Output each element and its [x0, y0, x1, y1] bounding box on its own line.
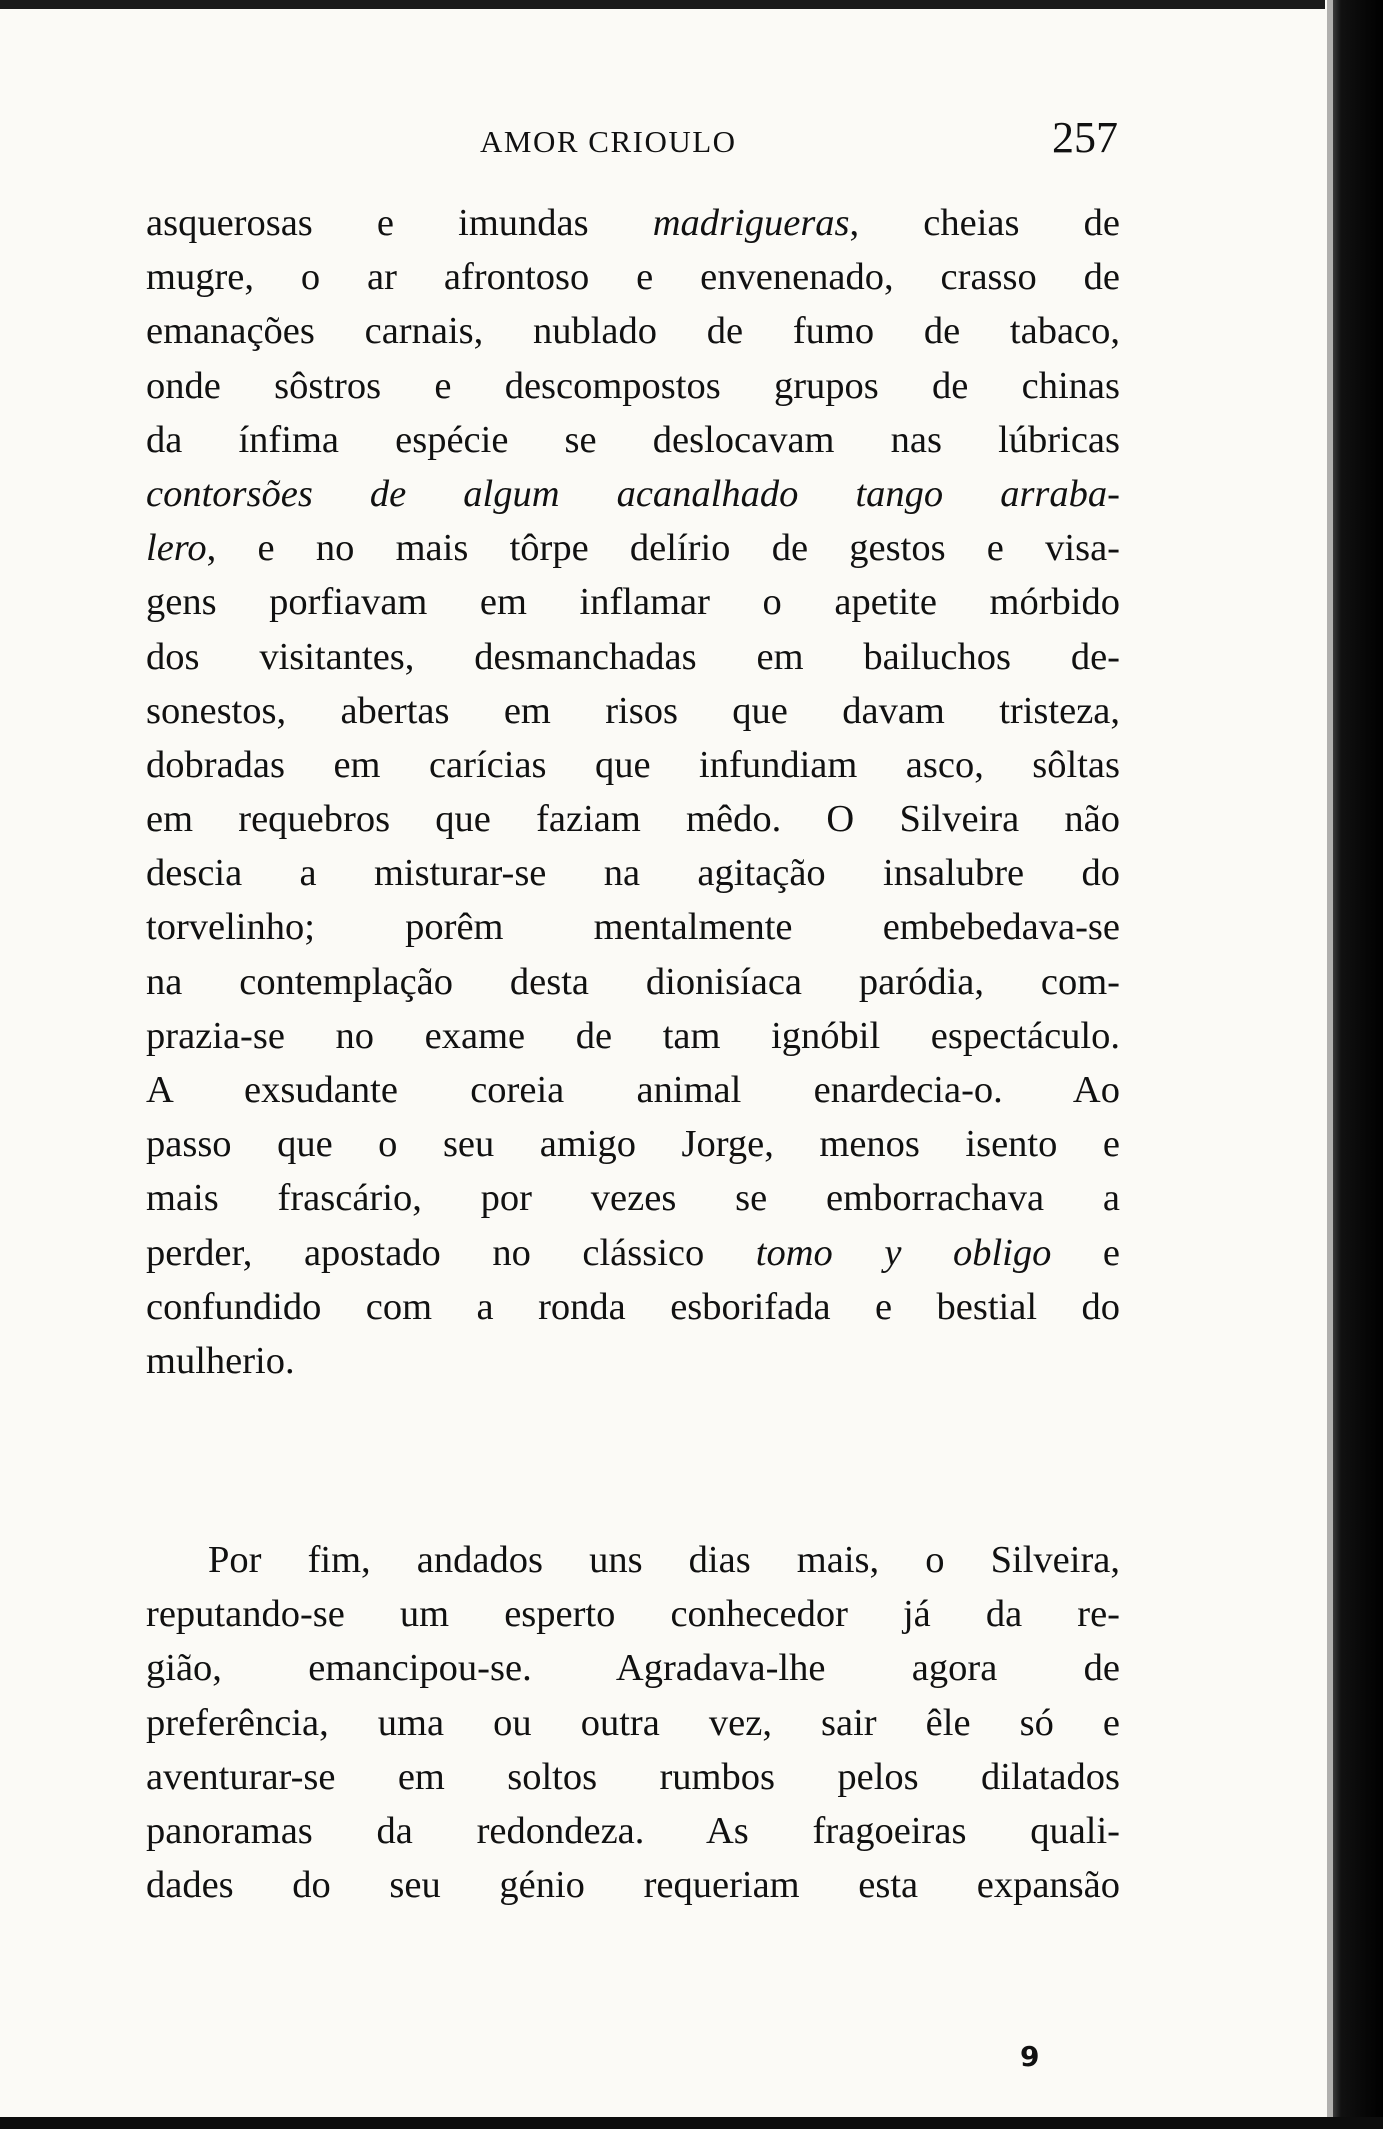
- text-line: gião, emancipou-se. Agradava-lhe agora de: [146, 1647, 1120, 1690]
- text-line: mais frascário, por vezes se emborrachava a: [146, 1177, 1120, 1220]
- text-line: mulherio.: [146, 1339, 295, 1382]
- text-line: passo que o seu amigo Jorge, menos isento e: [146, 1123, 1120, 1166]
- text-line: perder, apostado no clássico tomo y obligo e: [146, 1231, 1120, 1274]
- text-line: em requebros que faziam mêdo. O Silveira não: [146, 798, 1120, 841]
- text-line: na contemplação desta dionisíaca paródia, com-: [146, 960, 1120, 1003]
- text-line: dobradas em carícias que infundiam asco, sôltas: [146, 743, 1120, 786]
- paragraph-2: [146, 1533, 1120, 1912]
- text-line: preferência, uma ou outra vez, sair êle só e: [146, 1701, 1120, 1744]
- text-line: Por fim, andados uns dias mais, o Silveira,: [208, 1539, 1120, 1581]
- text-line: aventurar-se em soltos rumbos pelos dilatados: [146, 1755, 1120, 1798]
- page-top-shadow: [0, 0, 1325, 9]
- text-line: gens porfiavam em inflamar o apetite mórbido: [146, 581, 1120, 624]
- page-number: 257: [1052, 113, 1118, 162]
- text-line: onde sôstros e descompostos grupos de chinas: [146, 364, 1120, 407]
- text-line: da ínfima espécie se deslocavam nas lúbricas: [146, 418, 1120, 461]
- text-line: contorsões de algum acanalhado tango arraba-: [146, 472, 1120, 515]
- text-line: dos visitantes, desmanchadas em bailuchos de-: [146, 635, 1120, 678]
- running-title: AMOR CRIOULO: [480, 124, 737, 159]
- text-line: confundido com a ronda esborifada e bestial do: [146, 1285, 1120, 1328]
- text-line: mugre, o ar afrontoso e envenenado, crasso de: [146, 256, 1120, 299]
- page-bottom-edge: [0, 2117, 1383, 2129]
- text-line: reputando-se um esperto conhecedor já da re-: [146, 1593, 1120, 1636]
- signature-mark: 9: [1020, 2040, 1040, 2073]
- running-head: [0, 112, 1118, 172]
- page-right-edge: [1333, 0, 1383, 2129]
- text-line: descia a misturar-se na agitação insalubre do: [146, 852, 1120, 895]
- text-line: lero, e no mais tôrpe delírio de gestos e visa-: [146, 527, 1120, 570]
- text-line: emanações carnais, nublado de fumo de tabaco,: [146, 310, 1120, 353]
- text-line: prazia-se no exame de tam ignóbil espectáculo.: [146, 1014, 1120, 1057]
- text-line: A exsudante coreia animal enardecia-o. Ao: [146, 1069, 1120, 1111]
- text-line: sonestos, abertas em risos que davam tristeza,: [146, 689, 1120, 732]
- text-line: dades do seu génio requeriam esta expansão: [146, 1864, 1120, 1907]
- text-line: asquerosas e imundas madrigueras, cheias de: [146, 202, 1120, 244]
- text-line: torvelinho; porêm mentalmente embebedava-se: [146, 906, 1120, 949]
- text-line: panoramas da redondeza. As fragoeiras quali-: [146, 1809, 1120, 1852]
- paragraph-1: [146, 196, 1120, 1388]
